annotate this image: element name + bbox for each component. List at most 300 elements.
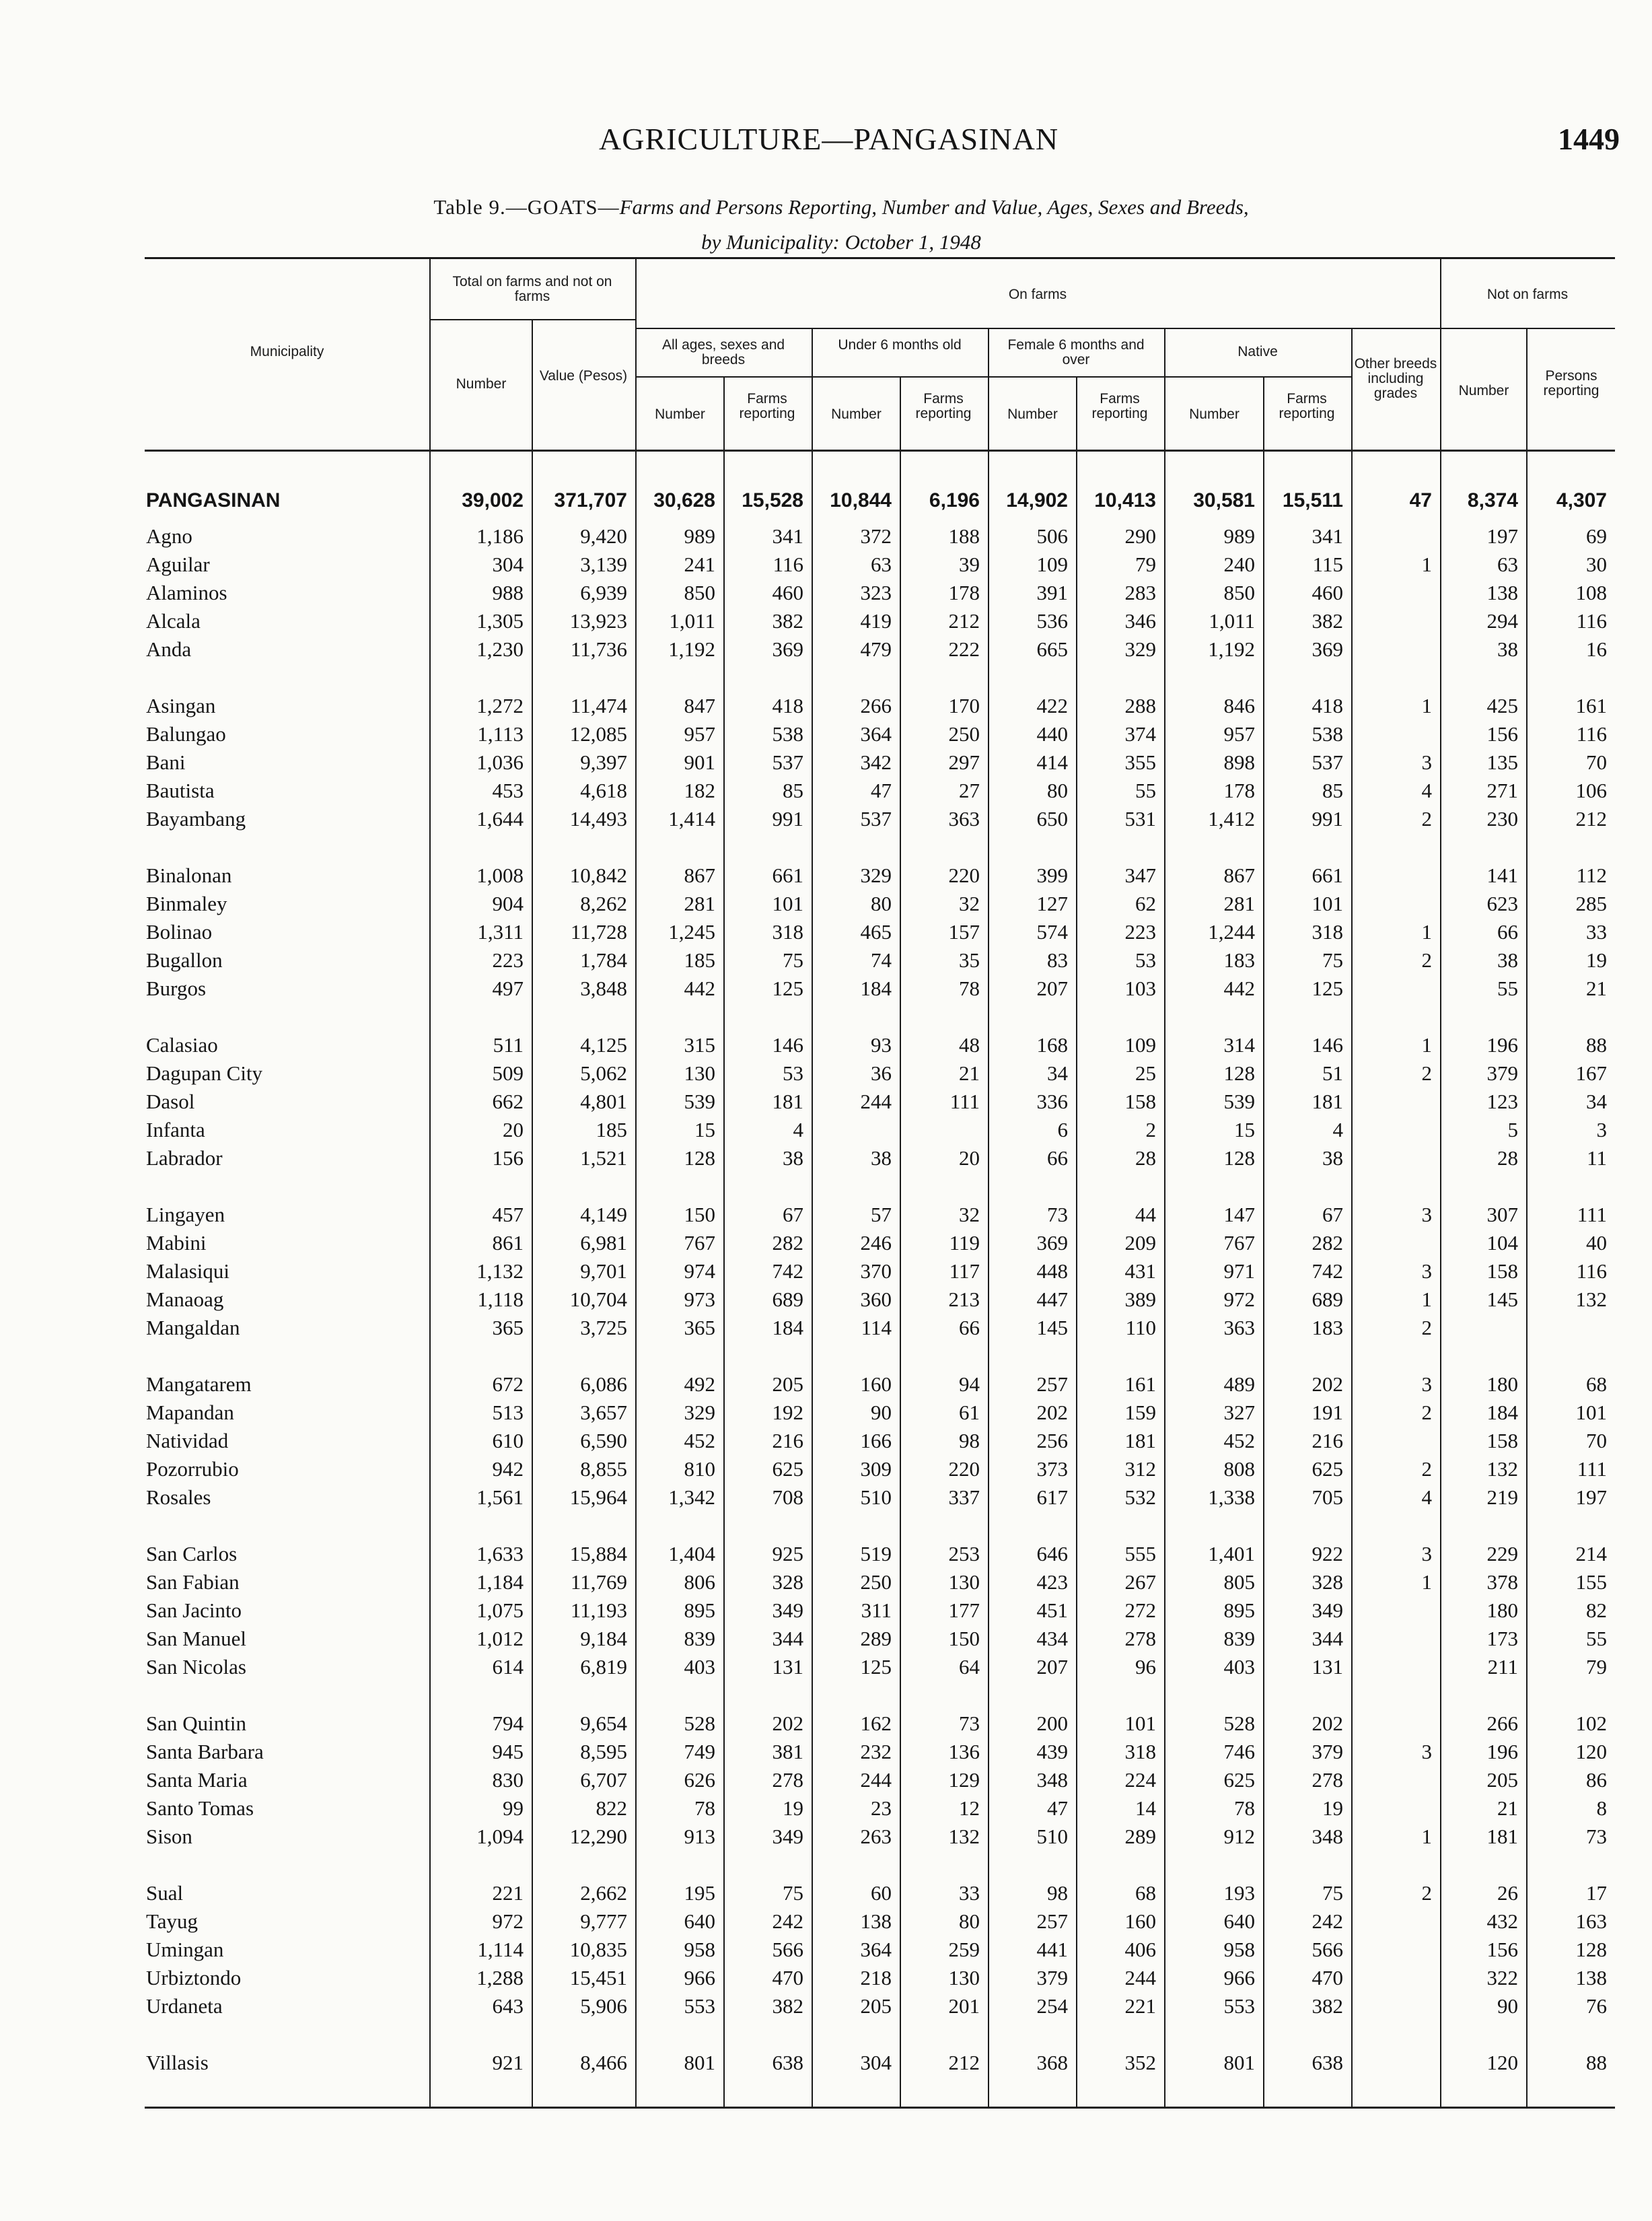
- header-top-rule: [145, 257, 1615, 259]
- table-cell: 355: [1124, 750, 1156, 774]
- table-cell: 957: [1223, 722, 1255, 746]
- table-cell: 406: [1124, 1938, 1156, 1961]
- spacer-row: [145, 1681, 1615, 1709]
- table-row: [145, 861, 1615, 890]
- table-cell: 53: [783, 1061, 803, 1085]
- table-cell: 117: [949, 1259, 980, 1283]
- table-cell: 221: [492, 1881, 524, 1905]
- table-row: [145, 1201, 1615, 1229]
- table-cell: 232: [860, 1740, 892, 1763]
- table-cell: 33: [1586, 920, 1607, 944]
- table-cell: 183: [1312, 1316, 1343, 1339]
- table-cell: 47: [1047, 1796, 1068, 1820]
- table-cell: 538: [1312, 722, 1343, 746]
- table-cell: 363: [1223, 1316, 1255, 1339]
- table-cell: 102: [1575, 1712, 1607, 1735]
- header-female6: Female 6 months and over: [1007, 337, 1145, 367]
- table-cell: 349: [772, 1825, 803, 1848]
- table-cell: 66: [1497, 920, 1518, 944]
- table-cell: 539: [684, 1090, 715, 1113]
- table-cell: 689: [772, 1288, 803, 1311]
- table-cell: [1351, 607, 1440, 635]
- table-cell: 1,305: [476, 609, 524, 633]
- spacer-row: [145, 1172, 1615, 1201]
- table-cell: 341: [1312, 524, 1343, 548]
- table-cell: 625: [772, 1457, 803, 1481]
- table-cell: 51: [1322, 1061, 1343, 1085]
- municipality-name: Manaoag: [146, 1288, 224, 1311]
- table-cell: 974: [684, 1259, 715, 1283]
- table-cell: [1351, 1964, 1440, 1992]
- municipality-name: Asingan: [146, 694, 216, 717]
- table-row: [145, 918, 1615, 946]
- group-rule-notfarms: [1440, 328, 1615, 329]
- table-cell: 289: [860, 1627, 892, 1650]
- table-cell: 116: [1576, 1259, 1607, 1283]
- table-cell: 79: [1135, 553, 1156, 576]
- table-row: [145, 1399, 1615, 1427]
- table-cell: 1,272: [476, 694, 524, 717]
- table-cell: [1351, 1625, 1440, 1653]
- table-cell: 708: [772, 1485, 803, 1509]
- table-cell: 229: [1486, 1542, 1518, 1565]
- table-row: [145, 777, 1615, 805]
- table-cell: 205: [1486, 1768, 1518, 1792]
- table-cell: 34: [1047, 1061, 1068, 1085]
- table-cell: 2: [1421, 1457, 1432, 1481]
- table-cell: 382: [772, 609, 803, 633]
- table-cell: 78: [694, 1796, 715, 1820]
- table-cell: 3: [1421, 1740, 1432, 1763]
- table-cell: 1: [1421, 1570, 1432, 1594]
- table-row: [145, 1144, 1615, 1172]
- table-cell: 158: [1486, 1259, 1518, 1283]
- table-cell: 1,561: [476, 1485, 524, 1509]
- table-cell: 36: [871, 1061, 892, 1085]
- table-cell: [1351, 1144, 1440, 1172]
- table-cell: 53: [1135, 948, 1156, 972]
- table-cell: 403: [1223, 1655, 1255, 1679]
- table-cell: [1351, 1596, 1440, 1625]
- table-cell: 21: [959, 1061, 980, 1085]
- table-cell: 96: [1135, 1655, 1156, 1679]
- table-cell: 130: [684, 1061, 715, 1085]
- table-cell: 120: [1575, 1740, 1607, 1763]
- table-cell: 414: [1036, 750, 1068, 774]
- table-cell: 318: [1124, 1740, 1156, 1763]
- table-cell: 93: [871, 1033, 892, 1057]
- table-cell: 17: [1586, 1881, 1607, 1905]
- running-head: AGRICULTURE—PANGASINAN: [599, 122, 1059, 156]
- table-cell: [1526, 1314, 1615, 1342]
- table-row: [145, 607, 1615, 635]
- table-cell: 135: [1486, 750, 1518, 774]
- table-cell: 625: [1312, 1457, 1343, 1481]
- table-cell: 373: [1036, 1457, 1068, 1481]
- table-cell: 566: [772, 1938, 803, 1961]
- table-cell: 1,311: [477, 920, 524, 944]
- table-cell: 116: [773, 553, 803, 576]
- municipality-name: Natividad: [146, 1429, 229, 1452]
- table-cell: 128: [1223, 1146, 1255, 1170]
- table-cell: 68: [1586, 1372, 1607, 1396]
- table-cell: 111: [949, 1090, 980, 1113]
- table-cell: 201: [948, 1994, 980, 2018]
- table-cell: 689: [1312, 1288, 1343, 1311]
- table-cell: 369: [1312, 637, 1343, 661]
- table-cell: 1,644: [476, 807, 524, 831]
- table-cell: 244: [860, 1090, 892, 1113]
- table-cell: 158: [1124, 1090, 1156, 1113]
- table-cell: 289: [1124, 1825, 1156, 1848]
- table-cell: 10,704: [569, 1288, 627, 1311]
- table-cell: 1,521: [580, 1146, 627, 1170]
- table-cell: 73: [1586, 1825, 1607, 1848]
- table-cell: 223: [492, 948, 524, 972]
- table-cell: 1,245: [668, 920, 715, 944]
- table-cell: 1,342: [668, 1485, 715, 1509]
- table-cell: 216: [1312, 1429, 1343, 1452]
- table-cell: 3,725: [580, 1316, 627, 1339]
- table-cell: 212: [948, 2051, 980, 2074]
- table-cell: 370: [860, 1259, 892, 1283]
- table-cell: 9,654: [580, 1712, 627, 1735]
- table-cell: 966: [1223, 1966, 1255, 1989]
- table-cell: 830: [492, 1768, 524, 1792]
- table-cell: 794: [492, 1712, 524, 1735]
- table-cell: 327: [1223, 1401, 1255, 1424]
- table-cell: 1,192: [1208, 637, 1255, 661]
- table-cell: 178: [1223, 779, 1255, 802]
- table-cell: 197: [1486, 524, 1518, 548]
- table-cell: 191: [1312, 1401, 1343, 1424]
- table-cell: 88: [1586, 1033, 1607, 1057]
- table-cell: 26: [1497, 1881, 1518, 1905]
- table-cell: 442: [684, 977, 715, 1000]
- table-cell: 1,784: [580, 948, 627, 972]
- table-cell: 4,125: [580, 1033, 627, 1057]
- municipality-name: Bolinao: [146, 920, 213, 944]
- table-cell: 307: [1486, 1203, 1518, 1226]
- goats-table: [145, 479, 1615, 2077]
- table-cell: 389: [1124, 1288, 1156, 1311]
- table-cell: 156: [492, 1146, 524, 1170]
- table-row: [145, 748, 1615, 777]
- table-cell: 157: [948, 920, 980, 944]
- table-cell: 60: [871, 1881, 892, 1905]
- table-cell: 1,011: [1209, 609, 1255, 633]
- header-allages-farms: Farms reporting: [739, 391, 795, 421]
- table-cell: 528: [1223, 1712, 1255, 1735]
- table-cell: 15,528: [742, 489, 803, 512]
- table-cell: 1,094: [476, 1825, 524, 1848]
- table-cell: 418: [1312, 694, 1343, 717]
- table-cell: 441: [1036, 1938, 1068, 1961]
- table-cell: 381: [772, 1740, 803, 1763]
- table-cell: 1: [1421, 553, 1432, 576]
- table-cell: 76: [1586, 1994, 1607, 2018]
- table-cell: 958: [1223, 1938, 1255, 1961]
- table-cell: 141: [1486, 863, 1518, 887]
- table-cell: 75: [783, 948, 803, 972]
- table-cell: 460: [772, 581, 803, 604]
- table-cell: 451: [1036, 1598, 1068, 1622]
- table-cell: 223: [1124, 920, 1156, 944]
- table-cell: 138: [860, 1909, 892, 1933]
- table-cell: 11: [1587, 1146, 1607, 1170]
- table-cell: 1,012: [476, 1627, 524, 1650]
- table-cell: 1,633: [476, 1542, 524, 1565]
- header-total-group: Total on farms and not on farms: [452, 274, 612, 304]
- table-row: [145, 1653, 1615, 1681]
- table-cell: 810: [684, 1457, 715, 1481]
- table-cell: 68: [1135, 1881, 1156, 1905]
- header-native-farms: Farms reporting: [1279, 391, 1335, 421]
- table-cell: 536: [1036, 609, 1068, 633]
- table-cell: 123: [1486, 1090, 1518, 1113]
- table-cell: 2,662: [580, 1881, 627, 1905]
- table-cell: 132: [1575, 1288, 1607, 1311]
- table-cell: 528: [684, 1712, 715, 1735]
- table-row: [145, 522, 1615, 551]
- table-cell: 378: [1486, 1570, 1518, 1594]
- table-cell: [812, 1116, 900, 1144]
- table-cell: 115: [1312, 553, 1343, 576]
- table-cell: 365: [492, 1316, 524, 1339]
- table-cell: 267: [1124, 1570, 1156, 1594]
- table-cell: 364: [860, 722, 892, 746]
- municipality-name: Calasiao: [146, 1033, 218, 1057]
- table-cell: 242: [1312, 1909, 1343, 1933]
- table-cell: 8,262: [580, 892, 627, 915]
- header-other-breeds: Other breeds including grades: [1354, 356, 1437, 401]
- municipality-name: PANGASINAN: [146, 489, 281, 512]
- table-row: [145, 1370, 1615, 1399]
- table-cell: 2: [1421, 1316, 1432, 1339]
- table-cell: 448: [1036, 1259, 1068, 1283]
- table-cell: 146: [772, 1033, 803, 1057]
- table-cell: 254: [1036, 1994, 1068, 2018]
- table-cell: 15,964: [569, 1485, 627, 1509]
- table-cell: 328: [1312, 1570, 1343, 1594]
- table-cell: 136: [948, 1740, 980, 1763]
- municipality-name: Dasol: [146, 1090, 195, 1113]
- table-cell: 391: [1036, 581, 1068, 604]
- table-cell: 38: [871, 1146, 892, 1170]
- table-cell: 109: [1124, 1033, 1156, 1057]
- table-cell: 1,036: [476, 750, 524, 774]
- header-allages-number: Number: [655, 407, 705, 422]
- table-cell: 329: [1124, 637, 1156, 661]
- header-not-on-farms-group: Not on farms: [1486, 287, 1569, 302]
- table-cell: 610: [492, 1429, 524, 1452]
- table-cell: 16: [1586, 637, 1607, 661]
- municipality-name: Mangatarem: [146, 1372, 252, 1396]
- table-cell: 419: [860, 609, 892, 633]
- table-cell: 193: [1223, 1881, 1255, 1905]
- table-cell: 257: [1036, 1372, 1068, 1396]
- table-cell: 159: [1124, 1401, 1156, 1424]
- table-cell: 10,413: [1094, 489, 1156, 512]
- municipality-name: Umingan: [146, 1938, 224, 1961]
- table-cell: 101: [1575, 1401, 1607, 1424]
- table-cell: 281: [1223, 892, 1255, 915]
- municipality-name: Rosales: [146, 1485, 211, 1509]
- table-cell: 47: [871, 779, 892, 802]
- table-cell: 329: [860, 863, 892, 887]
- table-cell: 12: [959, 1796, 980, 1820]
- table-cell: 847: [684, 694, 715, 717]
- header-under6: Under 6 months old: [838, 337, 962, 353]
- table-cell: [1351, 2049, 1440, 2077]
- table-cell: 311: [861, 1598, 892, 1622]
- table-cell: 131: [1312, 1655, 1343, 1679]
- header-female6-number: Number: [1007, 407, 1058, 422]
- table-row: [145, 1031, 1615, 1059]
- table-cell: 240: [1223, 553, 1255, 576]
- table-cell: 850: [684, 581, 715, 604]
- municipality-name: Sison: [146, 1825, 192, 1848]
- table-cell: 1,401: [1208, 1542, 1255, 1565]
- table-row: [145, 1540, 1615, 1568]
- table-cell: 167: [1575, 1061, 1607, 1085]
- spacer-row: [145, 1342, 1615, 1370]
- municipality-name: Balungao: [146, 722, 226, 746]
- table-cell: 492: [684, 1372, 715, 1396]
- table-cell: 1,132: [476, 1259, 524, 1283]
- table-cell: [900, 1116, 988, 1144]
- table-cell: 125: [860, 1655, 892, 1679]
- table-cell: 452: [684, 1429, 715, 1452]
- table-cell: 1,404: [668, 1542, 715, 1565]
- table-cell: 30,581: [1193, 489, 1255, 512]
- table-cell: 180: [1486, 1598, 1518, 1622]
- table-cell: 259: [948, 1938, 980, 1961]
- table-cell: 183: [1223, 948, 1255, 972]
- table-cell: 626: [684, 1768, 715, 1792]
- table-cell: [1351, 635, 1440, 664]
- table-cell: 150: [684, 1203, 715, 1226]
- table-cell: 14,902: [1006, 489, 1068, 512]
- table-row: [145, 1483, 1615, 1512]
- table-cell: 971: [1223, 1259, 1255, 1283]
- table-cell: 749: [684, 1740, 715, 1763]
- table-cell: 453: [492, 779, 524, 802]
- table-cell: 513: [492, 1401, 524, 1424]
- table-cell: 162: [860, 1712, 892, 1735]
- table-row: [145, 1059, 1615, 1088]
- table-cell: 439: [1036, 1740, 1068, 1763]
- table-cell: 80: [871, 892, 892, 915]
- table-cell: 972: [492, 1909, 524, 1933]
- table-cell: 82: [1586, 1598, 1607, 1622]
- table-cell: 116: [1576, 609, 1607, 633]
- header-native: Native: [1237, 344, 1278, 359]
- table-cell: 1: [1421, 1288, 1432, 1311]
- municipality-name: Dagupan City: [146, 1061, 263, 1085]
- table-cell: 539: [1223, 1090, 1255, 1113]
- table-cell: 519: [860, 1542, 892, 1565]
- table-cell: 38: [1497, 637, 1518, 661]
- table-cell: 111: [1577, 1203, 1607, 1226]
- table-cell: 966: [684, 1966, 715, 1989]
- table-cell: 617: [1036, 1485, 1068, 1509]
- table-cell: 922: [1312, 1542, 1343, 1565]
- table-cell: 3: [1421, 750, 1432, 774]
- table-title-label: Table 9.—GOATS—: [433, 195, 620, 219]
- table-cell: 5: [1507, 1118, 1518, 1141]
- table-cell: 163: [1575, 1909, 1607, 1933]
- table-cell: 80: [959, 1909, 980, 1933]
- table-cell: [1351, 1427, 1440, 1455]
- table-cell: [1351, 720, 1440, 748]
- table-cell: 33: [959, 1881, 980, 1905]
- table-cell: 112: [1576, 863, 1607, 887]
- table-cell: 55: [1586, 1627, 1607, 1650]
- table-cell: 246: [860, 1231, 892, 1255]
- table-row: [145, 946, 1615, 975]
- table-cell: 672: [492, 1372, 524, 1396]
- table-cell: 99: [503, 1796, 524, 1820]
- table-cell: 434: [1036, 1627, 1068, 1650]
- table-row: [145, 1088, 1615, 1116]
- table-cell: 11,193: [570, 1598, 627, 1622]
- table-cell: 12,085: [569, 722, 627, 746]
- table-cell: 86: [1586, 1768, 1607, 1792]
- municipality-name: Bayambang: [146, 807, 246, 831]
- table-cell: 1: [1421, 920, 1432, 944]
- municipality-name: Binalonan: [146, 863, 232, 887]
- table-cell: 75: [1322, 948, 1343, 972]
- table-cell: 650: [1036, 807, 1068, 831]
- table-cell: 646: [1036, 1542, 1068, 1565]
- table-cell: 368: [1036, 2051, 1068, 2074]
- table-cell: 156: [1486, 1938, 1518, 1961]
- table-cell: 73: [959, 1712, 980, 1735]
- table-cell: 80: [1047, 779, 1068, 802]
- table-cell: 625: [1223, 1768, 1255, 1792]
- table-row: [145, 551, 1615, 579]
- table-cell: 160: [1124, 1909, 1156, 1933]
- municipality-name: Burgos: [146, 977, 207, 1000]
- header-on-farms-group: On farms: [1008, 287, 1067, 302]
- table-cell: 553: [1223, 1994, 1255, 2018]
- table-cell: 110: [1125, 1316, 1156, 1339]
- table-cell: 371,707: [554, 489, 627, 512]
- municipality-name: Tayug: [146, 1909, 199, 1933]
- table-row: [145, 1709, 1615, 1738]
- table-cell: 1,230: [476, 637, 524, 661]
- table-cell: 219: [1486, 1485, 1518, 1509]
- table-cell: 805: [1223, 1570, 1255, 1594]
- table-cell: 132: [948, 1825, 980, 1848]
- table-cell: 382: [1312, 609, 1343, 633]
- table-cell: 6,590: [580, 1429, 627, 1452]
- table-cell: 180: [1486, 1372, 1518, 1396]
- table-cell: 3: [1421, 1259, 1432, 1283]
- municipality-name: San Quintin: [146, 1712, 246, 1735]
- table-cell: 181: [1486, 1825, 1518, 1848]
- table-cell: 1,192: [668, 637, 715, 661]
- table-cell: 156: [1486, 722, 1518, 746]
- table-cell: 138: [1575, 1966, 1607, 1989]
- table-cell: 3: [1421, 1542, 1432, 1565]
- municipality-name: San Jacinto: [146, 1598, 242, 1622]
- table-cell: 216: [772, 1429, 803, 1452]
- table-cell: 205: [860, 1994, 892, 2018]
- table-cell: 623: [1486, 892, 1518, 915]
- municipality-name: Santa Maria: [146, 1768, 248, 1792]
